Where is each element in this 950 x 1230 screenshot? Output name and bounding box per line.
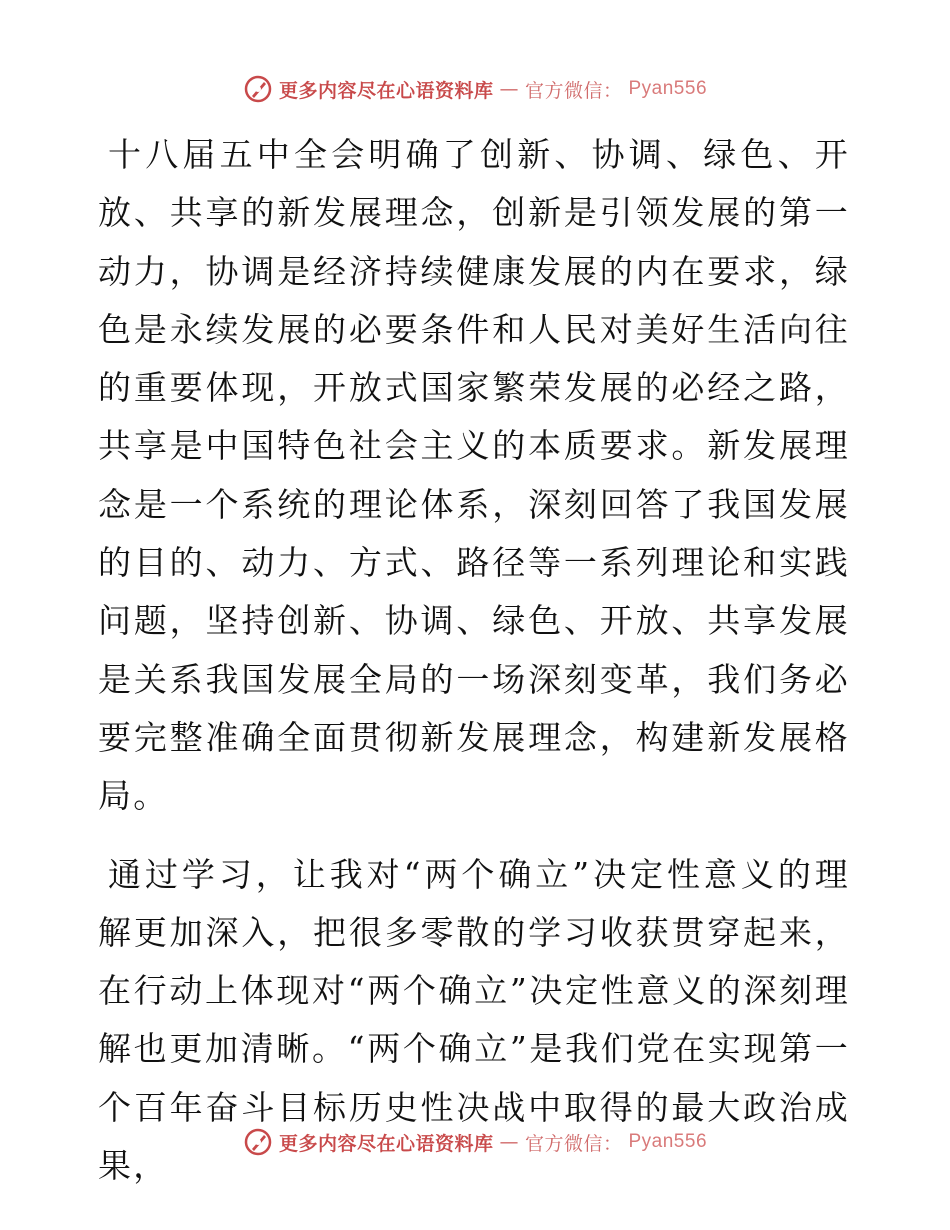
watermark-wechat-label: 官方微信： [524,1132,623,1155]
watermark-separator: — [499,78,519,100]
paragraph-1: 十八届五中全会明确了创新、协调、绿色、开放、共享的新发展理念，创新是引领发展的第一动力，协调是经济持续健康发展的内在要求，绿色是永续发展的必要条件和人民对美好生活向往的重要体现，开放式国家繁荣发展的必经之路，共享是中国特色社会主义的本质要求。新发展理念是一个系统的理论体系，深刻回答了我国发展的目的、动力、方式、路径等一系列理论和实践问题，坚持创新、协调、绿色、开放、共享发展是关系我国发展全局的一场深刻变革，我们务必要完整准确全面贯彻新发展理念，构建新发展格局。 [98,135,850,816]
footer-watermark [0,1127,950,1157]
document-body [98,126,850,1195]
watermark-separator: — [499,1131,519,1153]
watermark-site-name: 更多内容尽在心语资料库 [278,1132,494,1155]
watermark-wechat-id: Pyan556 [628,1131,708,1152]
watermark-wechat-id: Pyan556 [628,78,708,99]
feather-pen-logo-icon [243,74,273,104]
header-watermark [0,74,950,104]
feather-pen-logo-icon [243,1127,273,1157]
paragraph-2: 通过学习，让我对“两个确立”决定性意义的理解更加深入，把很多零散的学习收获贯穿起来，在行动上体现对“两个确立”决定性意义的深刻理解也更加清晰。“两个确立”是我们党在实现第一个百年奋斗目标历史性决战中取得的最大政治成果， [98,854,850,1186]
watermark-site-name: 更多内容尽在心语资料库 [278,79,494,102]
watermark-wechat-label: 官方微信： [524,79,623,102]
